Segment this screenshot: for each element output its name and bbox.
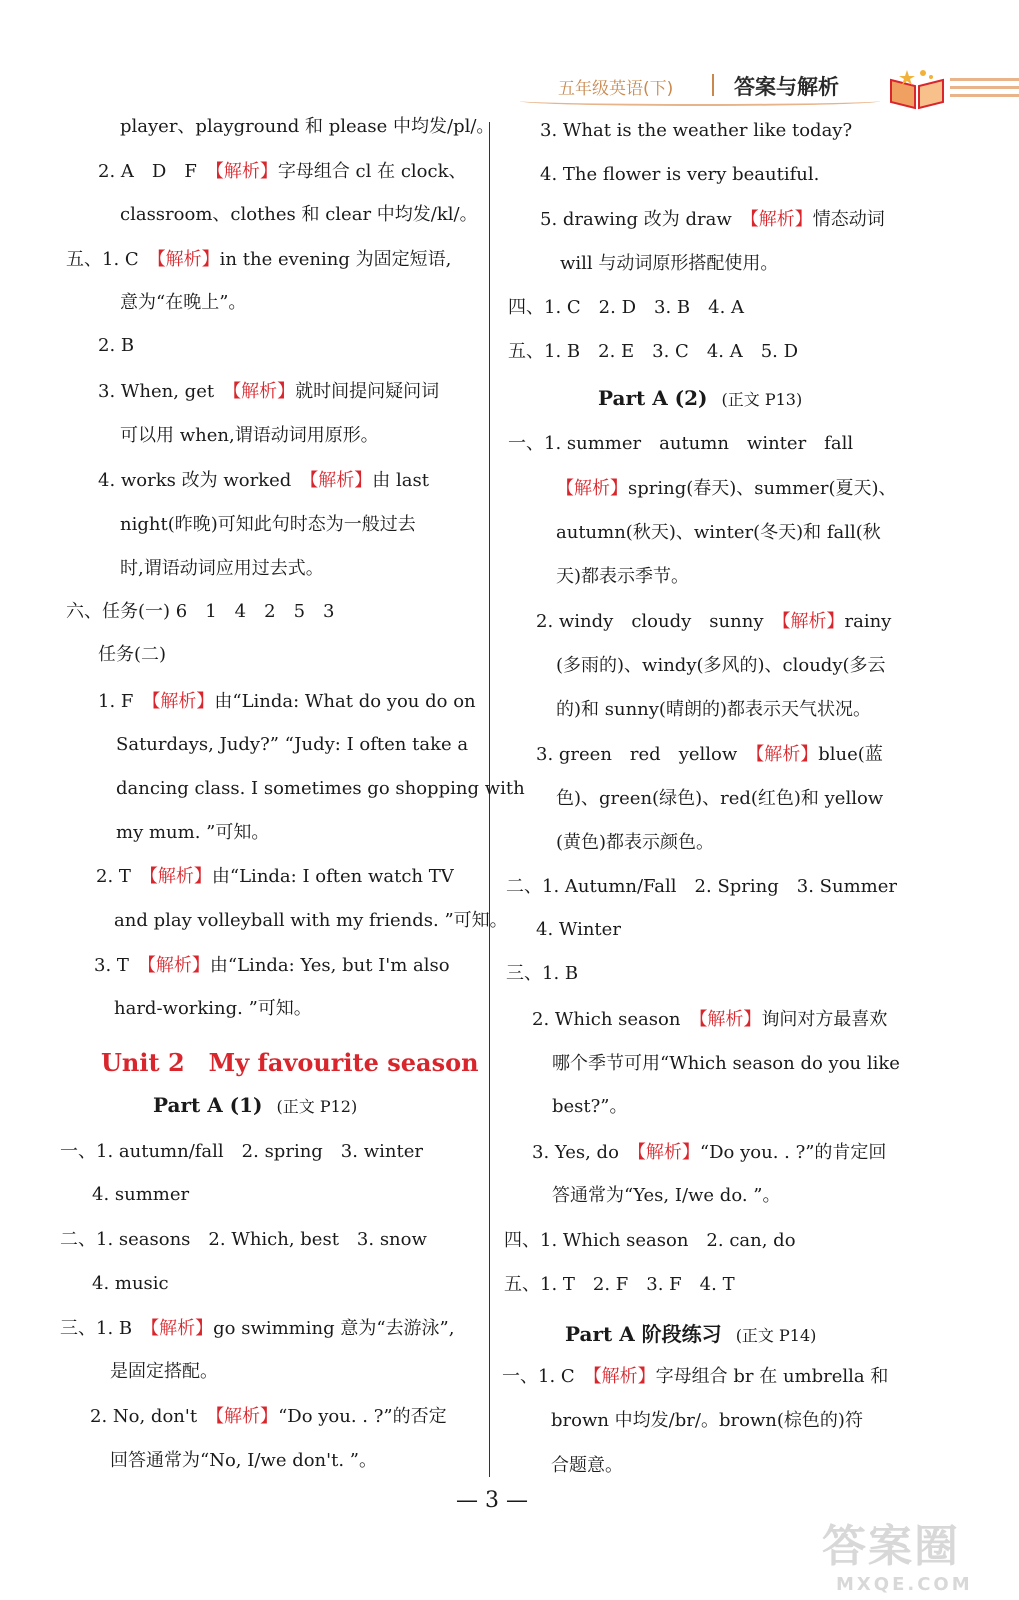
text-line: autumn(秋天)、winter(冬天)和 fall(秋 [556,522,881,543]
analysis-tag: 【解析】 [214,161,278,182]
text-line: 五、1. C 【解析】in the evening 为固定短语, [66,249,452,270]
text-line: Saturdays, Judy?” “Judy: I often take a [116,734,469,755]
text-line: 5. drawing 改为 draw 【解析】情态动词 [540,209,885,230]
section-heading: Part A (2) (正文 P13) [598,386,803,410]
text-line: 是固定搭配。 [110,1361,218,1382]
analysis-tag: 【解析】 [215,1406,279,1427]
text-line: 五、1. B 2. E 3. C 4. A 5. D [508,341,799,362]
text-line: 一、1. summer autumn winter fall [508,433,854,454]
text-line: 一、1. autumn/fall 2. spring 3. winter [60,1141,423,1162]
text-line: 2. A D F 【解析】字母组合 cl 在 clock、 [98,161,467,182]
open-book-icon [885,66,949,110]
text-line: 2. No, don't 【解析】“Do you. . ?”的否定 [90,1406,447,1427]
text-line: 4. summer [92,1184,190,1205]
header-separator [712,74,714,96]
analysis-tag: 【解析】 [749,209,813,230]
text-line: 4. music [92,1273,169,1294]
watermark-url: MXQE.COM [836,1574,973,1595]
text-line: 2. Which season 【解析】询问对方最喜欢 [532,1009,888,1030]
text-line: (黄色)都表示颜色。 [556,832,715,853]
header-title: 答案与解析 [734,75,839,99]
text-line: 三、1. B 【解析】go swimming 意为“去游泳”, [60,1318,455,1339]
text-line: and play volleyball with my friends. ”可知。 [114,910,508,931]
analysis-tag: 【解析】 [156,249,220,270]
header-stripes [950,78,1019,102]
analysis-tag: 【解析】 [698,1009,762,1030]
text-line: player、playground 和 please 中均发/pl/。 [120,116,495,137]
text-line: 的)和 sunny(晴朗的)都表示天气状况。 [556,699,871,720]
text-line: 答通常为“Yes, I/we do. ”。 [552,1185,781,1206]
analysis-tag: 【解析】 [592,1366,656,1387]
text-line: 二、1. Autumn/Fall 2. Spring 3. Summer [506,876,897,897]
page-header [520,66,1019,110]
text-line: classroom、clothes 和 clear 中均发/kl/。 [120,204,478,225]
text-line: 时,谓语动词应用过去式。 [120,558,324,579]
text-line: brown 中均发/br/。brown(棕色的)符 [551,1410,863,1431]
text-line: 2. B [98,335,135,356]
text-line: 3. green red yellow 【解析】blue(蓝 [536,744,883,765]
text-line: 四、1. C 2. D 3. B 4. A [508,297,745,318]
section-heading: Part A 阶段练习 (正文 P14) [565,1322,817,1346]
section-heading: Part A (1) (正文 P12) [153,1093,358,1117]
text-line: 四、1. Which season 2. can, do [504,1230,796,1251]
text-line: 哪个季节可用“Which season do you like [552,1053,900,1074]
text-line: 1. F 【解析】由“Linda: What do you do on [98,691,476,712]
text-line: night(昨晚)可知此句时态为一般过去 [120,514,416,535]
text-line: 4. The flower is very beautiful. [540,164,820,185]
text-line: hard-working. ”可知。 [114,998,312,1019]
text-line: 天)都表示季节。 [556,566,690,587]
analysis-tag: 【解析】 [309,470,373,491]
text-line: 4. Winter [536,919,621,940]
watermark-logo: 答案圈 [822,1521,960,1572]
header-subject: 五年级英语(下) [558,79,674,99]
text-line: 3. Yes, do 【解析】“Do you. . ?”的肯定回 [532,1142,887,1163]
text-line: 可以用 when,谓语动词用原形。 [120,425,379,446]
text-line: 3. T 【解析】由“Linda: Yes, but I'm also [94,955,450,976]
text-line: 4. works 改为 worked 【解析】由 last [98,470,429,491]
text-line: 色)、green(绿色)、red(红色)和 yellow [556,788,884,809]
text-line: 回答通常为“No, I/we don't. ”。 [110,1450,377,1471]
text-line: 任务(二) [98,644,167,665]
analysis-tag: 【解析】 [755,744,819,765]
text-line: 二、1. seasons 2. Which, best 3. snow [60,1229,427,1250]
watermark [822,1510,1012,1595]
analysis-tag: 【解析】 [150,1318,214,1339]
analysis-tag: 【解析】 [781,611,845,632]
text-line: 合题意。 [551,1455,623,1476]
analysis-tag: 【解析】 [232,381,296,402]
text-line: 五、1. T 2. F 3. F 4. T [504,1274,735,1295]
text-line: 2. windy cloudy sunny 【解析】rainy [536,611,892,632]
text-line: 三、1. B [506,963,579,984]
text-line: my mum. ”可知。 [116,822,270,843]
analysis-tag: 【解析】 [636,1142,700,1163]
text-line: 六、任务(一) 6 1 4 2 5 3 [66,601,335,622]
text-line: 2. T 【解析】由“Linda: I often watch TV [96,866,454,887]
analysis-tag: 【解析】 [146,955,210,976]
text-line: dancing class. I sometimes go shopping with [116,778,525,799]
text-line: best?”。 [552,1096,628,1117]
text-line: 一、1. C 【解析】字母组合 br 在 umbrella 和 [502,1366,889,1387]
unit-title: Unit 2 My favourite season [101,1048,479,1077]
text-line: (多雨的)、windy(多风的)、cloudy(多云 [556,655,886,676]
analysis-tag: 【解析】 [556,478,628,499]
text-line: 3. When, get 【解析】就时间提问疑问词 [98,381,440,402]
text-line: will 与动词原形搭配使用。 [560,253,779,274]
page-number: — 3 — [456,1488,528,1513]
analysis-tag: 【解析】 [151,691,215,712]
analysis-tag: 【解析】 [148,866,212,887]
text-line: 意为“在晚上”。 [120,292,247,313]
text-line: 【解析】spring(春天)、summer(夏天)、 [556,478,897,499]
text-line: 3. What is the weather like today? [540,120,853,141]
